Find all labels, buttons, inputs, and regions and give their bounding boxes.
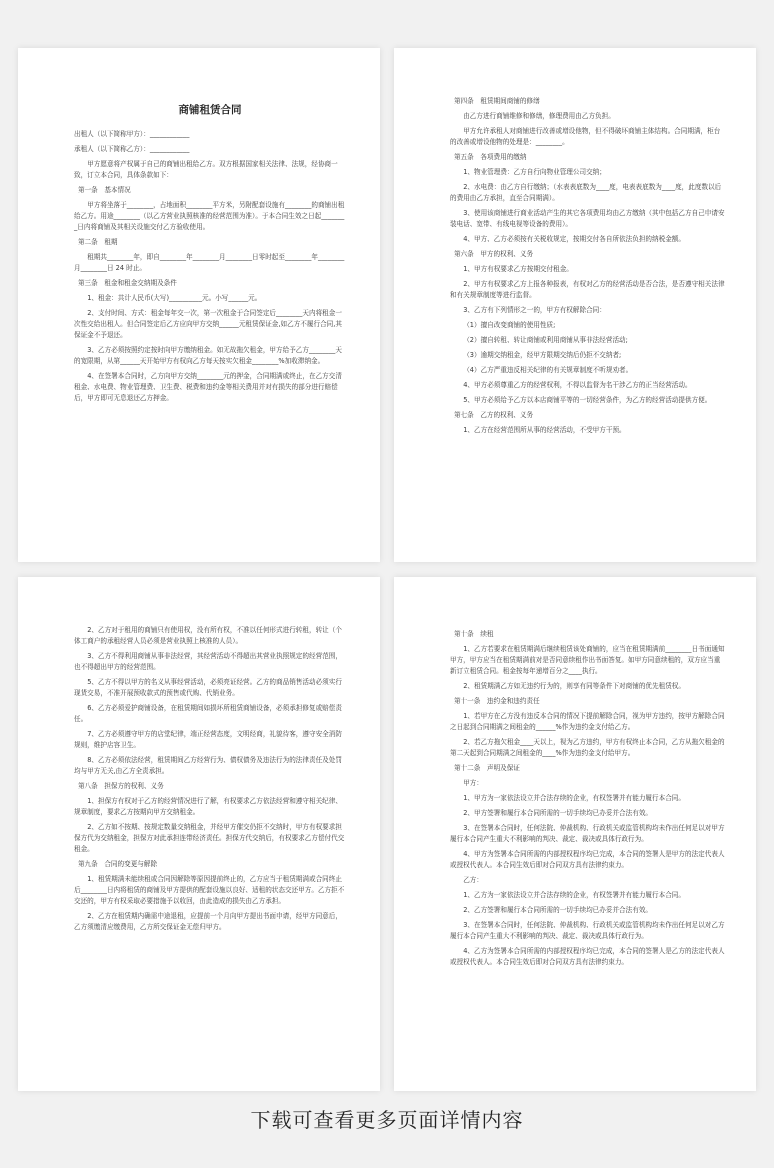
document-page-3 [18,577,380,1091]
document-page-4 [394,577,756,1091]
section-heading: 第八条 担保方的权利、义务 [77,782,164,790]
paragraph: 4、在签署本合同时，乙方向甲方交纳________元的押金，合同期满或终止，在乙方交清租金、水电费、物业管理费、卫生费、税费和违约金等相关费用并对有损失的部分进行赔偿后，甲方即可无息退还乙方押金。 [74,372,342,402]
paragraph: 7、乙方必须遵守甲方的店堂纪律，端正经营态度，文明经商，礼貌待客，遵守安全消防规则，维护店容卫生。 [74,730,342,749]
paragraph: 5、甲方必须给予乙方以本店商铺平等的一切经营条件，为乙方的经营活动提供方便。 [463,396,712,404]
paragraph: 2、乙方在租赁期内确需中途退租，应提前一个月向甲方提出书面申请，经甲方同意后，乙方须缴清应缴费用，乙方所交保证金无偿归甲方。 [74,912,342,931]
paragraph: 5、乙方不得以甲方的名义从事经营活动，必须亮证经营。乙方的商品销售活动必须实行现货交易，不准开展预收款式的预售或代购、代销业务。 [74,678,342,697]
paragraph: 3、在签署本合同时，任何法院、仲裁机构、行政机关或监管机构均未作出任何足以对乙方履行本合同产生重大不利影响的判决、裁定、裁决或具体行政行为。 [450,921,725,940]
document-page-1 [18,48,380,562]
paragraph: 乙方： [463,876,483,884]
section-heading: 第四条 租赁期间商铺的修缮 [453,97,540,105]
paragraph: 1、乙方在经营范围所从事的经营活动，不受甲方干预。 [463,426,626,434]
paragraph: 1、甲方为一家依法设立并合法存续的企业，有权签署并有能力履行本合同。 [463,794,685,802]
section-heading: 第十二条 声明及保证 [453,764,520,772]
paragraph: 由乙方进行商铺维修和修缮，修理费用由乙方负担。 [463,112,615,120]
section-heading: 第六条 甲方的权利、义务 [453,250,534,258]
download-caption[interactable]: 下载可查看更多页面详情内容 [250,1108,524,1132]
paragraph: 6、乙方必须爱护商铺设备，在租赁期间如损坏所租赁商铺设备，必须承担修复或赔偿责任。 [74,704,342,723]
section-heading: 第十一条 违约金和违约责任 [453,697,540,705]
paragraph: 1、租赁期满未能续租或合同因解除等原因提前终止的，乙方应当于租赁期满或合同终止后________日内将租赁的商铺及甲方提供的配套设施以良好、适租的状态交还甲方。乙方拒不交还的，甲方有权采取必要措施予以收回，由此造成的损失由乙方承担。 [74,875,345,905]
paragraph: 1、乙方为一家依法设立并合法存续的企业，有权签署并有能力履行本合同。 [463,891,685,899]
paragraph: （3）逾期交纳租金，经甲方限期交纳后仍拒不交纳者; [463,351,622,359]
paragraph: 3、使用该商铺进行商业活动产生的其它各项费用均由乙方缴纳（其中包括乙方自己申请安装电话、宽带、有线电视等设备的费用）。 [450,209,725,228]
paragraph: 甲方将坐落于________，占地面积________平方米，另附配套设施有________的商铺出租给乙方。用途________（以乙方营业执照核准的经营范围为准）。于本合同生效之日起________日内将商铺及其相关设施交付乙方验收使用。 [74,201,345,231]
paragraph: 1、物业管理费：乙方自行向物业管理公司交纳； [463,168,606,176]
paragraph: 3、乙方必须按照约定按时向甲方缴纳租金。如无故拖欠租金，甲方给予乙方________天的宽限期，从第______天开始甲方有权向乙方每天按实欠租金________%加收滞纳金。 [74,346,342,365]
paragraph: 出租人（以下简称甲方）：____________ [74,130,190,138]
paragraph: 1、租金：共计人民币(大写)__________元。小写______元。 [87,294,262,302]
section-heading: 第三条 租金和租金交纳期及条件 [77,279,177,287]
paragraph: 1、若甲方在乙方没有违反本合同的情况下提前解除合同，视为甲方违约，按甲方解除合同之日起到合同期满之间租金的______%作为违约金支付给乙方。 [450,712,725,731]
document-page-2 [394,48,756,562]
paragraph: 4、乙方为签署本合同所需的内部授权程序均已完成，本合同的签署人是乙方的法定代表人或授权代表人。本合同生效后即对合同双方具有法律约束力。 [450,947,725,966]
section-heading: 第二条 租期 [77,238,118,246]
section-heading: 第九条 合同的变更与解除 [77,860,158,868]
paragraph: 2、乙方对于租用的商铺只有使用权，没有所有权，不准以任何形式进行转租，转让（个体工商户的承租经营人员必须是营业执照上核准的人员）。 [74,626,342,645]
paragraph: 2、乙方如不按期、按规定数量交纳租金，并经甲方催交仍拒不交纳时，甲方有权要求担保方代为交纳租金，担保方对此承担连带经济责任。担保方代交纳后，有权要求乙方偿付代交租金。 [74,823,345,853]
paragraph: 2、租赁期满乙方如无违约行为的，则享有同等条件下对商铺的优先租赁权。 [463,682,685,690]
page-body [450,96,726,436]
section-heading: 第一条 基本情况 [77,186,131,194]
page-body [74,129,346,404]
paragraph: 承租人（以下简称乙方）：____________ [74,145,190,153]
paragraph: 8、乙方必须依法经营，租赁期间乙方经营行为、债权债务及违法行为的法律责任及处罚均与甲方无关,由乙方全责承担。 [74,756,342,775]
paragraph: 3、在签署本合同时，任何法院、仲裁机构、行政机关或监管机构均未作出任何足以对甲方履行本合同产生重大不利影响的判决、裁定、裁决或具体行政行为。 [450,824,725,843]
paragraph: 3、乙方有下列情形之一的，甲方有权解除合同： [463,306,606,314]
section-heading: 第七条 乙方的权利、义务 [453,411,534,419]
paragraph: 甲方： [463,779,483,787]
paragraph: 2、乙方签署和履行本合同所需的一切手续均已办妥并合法有效。 [463,906,653,914]
paragraph: （2）擅自转租、转让商铺或利用商铺从事非法经营活动; [463,336,628,344]
page-title: 商铺租赁合同 [178,104,242,116]
paragraph: 2、甲方签署和履行本合同所需的一切手续均已办妥并合法有效。 [463,809,653,817]
paragraph: 租期共________年，即自________年________月________日零时起至________年________月________日 24 时止。 [74,253,345,272]
paragraph: 2、甲方有权要求乙方上报各种报表，有权对乙方的经营活动是否合法，是否遵守相关法律和有关规章制度等进行监督。 [450,280,725,299]
paragraph: 2、若乙方拖欠租金____天以上，视为乙方违约，甲方有权终止本合同，乙方从拖欠租金的第二天起到合同期满之间租金的____%作为违约金支付给甲方。 [450,738,725,757]
page-body [450,629,726,968]
paragraph: 4、甲方、乙方必须按有关税收规定，按期交付各自所依法负担的纳税金额。 [463,235,685,243]
paragraph: 2、水电费：由乙方自行缴纳；（水表表底数为____度，电表表底数为____度，此度数以后的费用由乙方承担，直至合同期满）。 [450,183,722,202]
paragraph: 4、甲方必须尊重乙方的经营权利，不得以监督为名干涉乙方的正当经营活动。 [463,381,692,389]
paragraph: 1、乙方若要求在租赁期满后继续租赁该处商铺的，应当在租赁期满前________日书面通知甲方，甲方应当在租赁期满前对是否同意续租作出书面答复。如甲方同意续租的，双方应当重新订立租赁合同。租金按每年递增百分之____执行。 [450,645,725,675]
section-heading: 第十条 续租 [453,630,494,638]
paragraph: 2、支付时间、方式：租金每年交一次，第一次租金于合同签定后________天内将租金一次性交给出租人。但合同签定后乙方应向甲方交纳______元租赁保证金,如乙方不履行合同,其保证金不予退还。 [74,309,342,339]
paragraph: 1、担保方有权对于乙方的经营情况进行了解，有权要求乙方依法经营和遵守相关纪律、规章制度，要求乙方按期向甲方交纳租金。 [74,797,342,816]
paragraph: 4、甲方为签署本合同所需的内部授权程序均已完成，本合同的签署人是甲方的法定代表人或授权代表人。本合同生效后即对合同双方具有法律约束力。 [450,850,725,869]
paragraph: 1、甲方有权要求乙方按期交付租金。 [463,265,573,273]
page-body [74,625,346,933]
paragraph: 3、乙方不得利用商铺从事非法经营，其经营活动不得超出其营业执照规定的经营范围，也不得超出甲方的经营范围。 [74,652,342,671]
section-heading: 第五条 各项费用的缴纳 [453,153,527,161]
paragraph: 甲方允许承租人对商铺进行改善或增设他物，但不得破坏商铺主体结构。合同期满，柜台的改善或增设他物的处理是：________。 [450,127,721,146]
paragraph: （4）乙方严重违反相关纪律的有关规章制度不听规劝者。 [463,366,633,374]
paragraph: 甲方愿意将产权属于自己的商铺出租给乙方。双方根据国家相关法律、法规，经协商一致，订立本合同，具体条款如下： [74,160,338,179]
paragraph: （1）擅自改变商铺的使用性质; [463,321,556,329]
